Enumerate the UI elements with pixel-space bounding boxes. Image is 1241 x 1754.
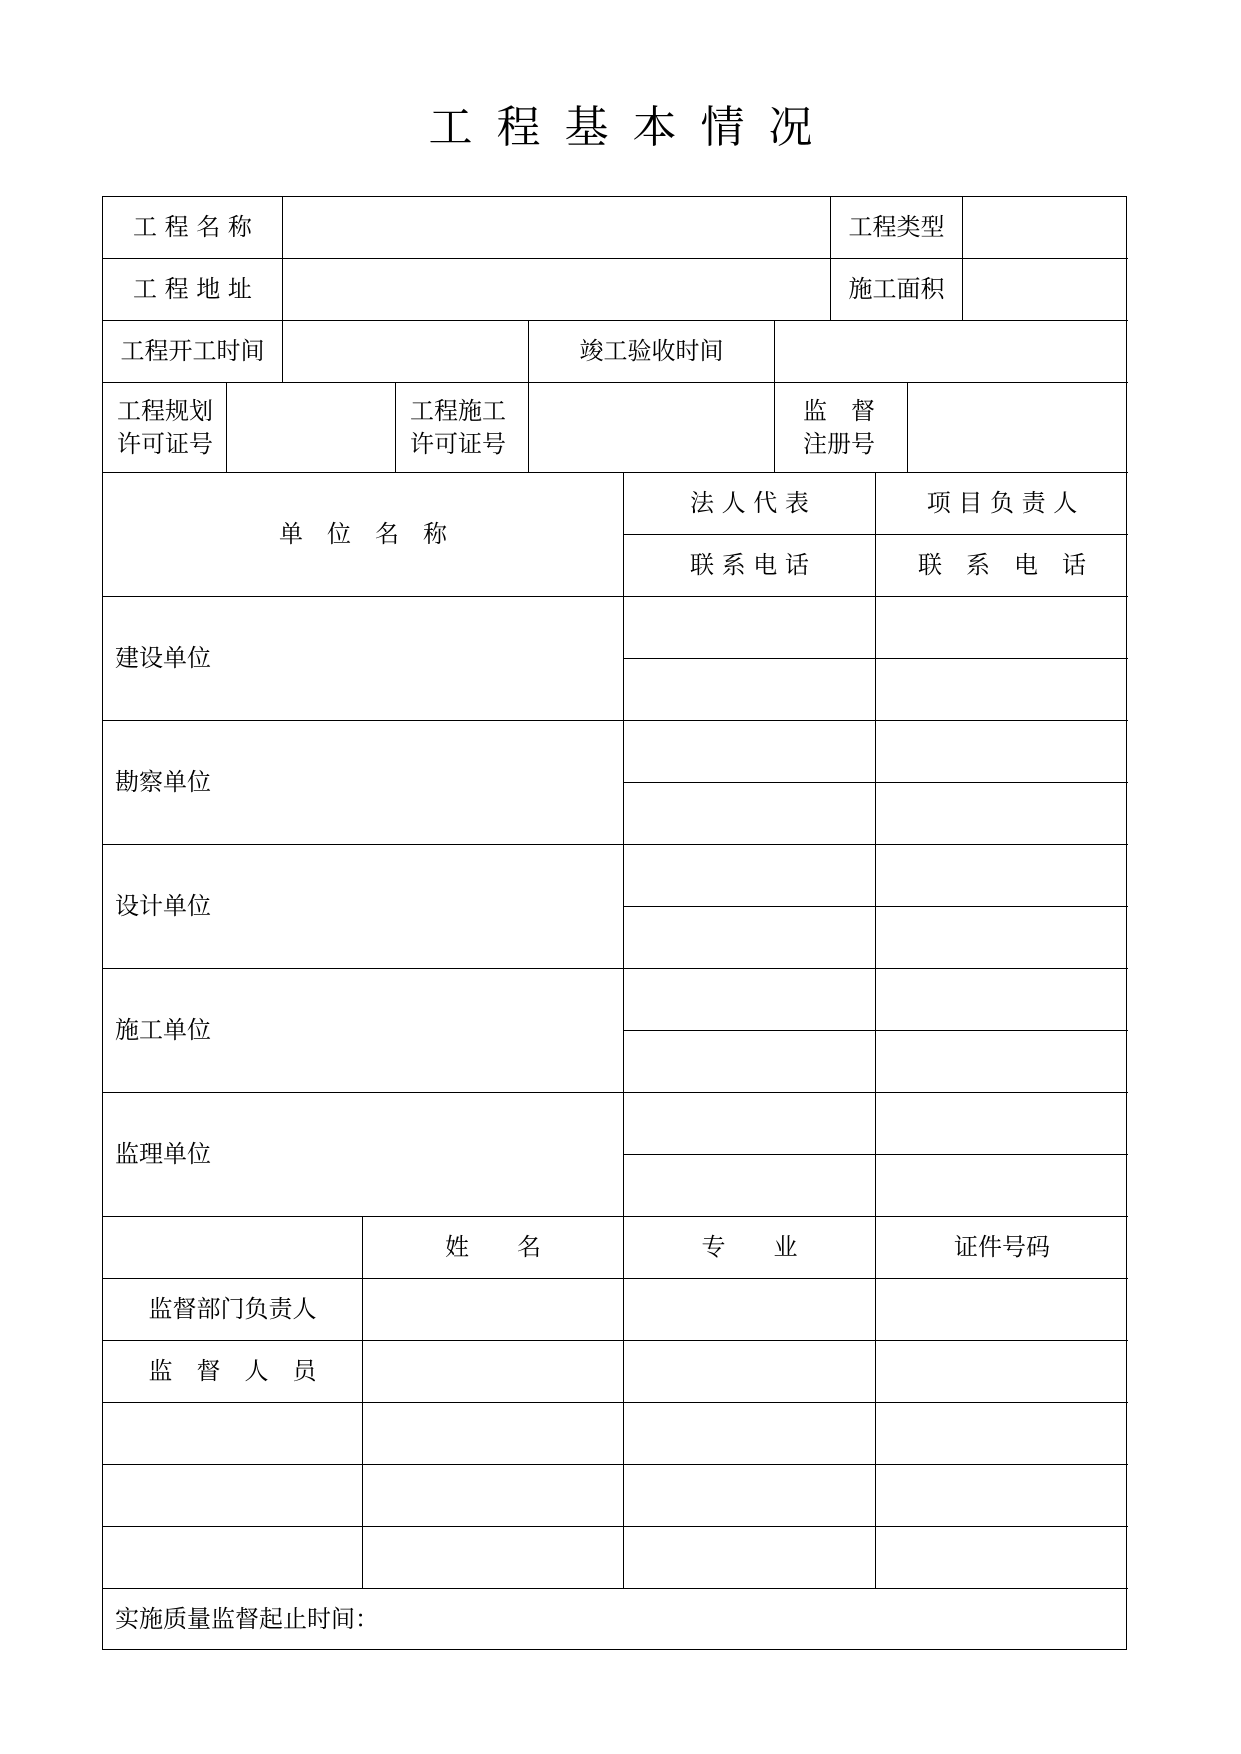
staff-name-field[interactable] <box>363 1279 624 1341</box>
page-title <box>0 98 1241 158</box>
project-manager-field[interactable] <box>876 1093 1128 1155</box>
project-address-field[interactable] <box>283 259 831 321</box>
staff-cert-field[interactable] <box>876 1527 1128 1589</box>
legal-representative-phone-field[interactable] <box>624 1155 876 1217</box>
project-manager-field[interactable] <box>876 845 1128 907</box>
staff-cert-field[interactable] <box>876 1465 1128 1527</box>
title-char: 本 <box>632 102 677 153</box>
project-manager-field[interactable] <box>876 969 1128 1031</box>
staff-name-field[interactable] <box>363 1341 624 1403</box>
legal-representative-field[interactable] <box>624 1093 876 1155</box>
staff-role-label: 监督部门负责人 <box>103 1279 363 1341</box>
legal-representative-phone-field[interactable] <box>624 659 876 721</box>
planning-permit-label-line2: 许可证号 <box>117 429 213 458</box>
project-type-label: 工程类型 <box>831 197 963 259</box>
staff-major-field[interactable] <box>624 1279 876 1341</box>
unit-label-contractor: 施工单位 <box>103 969 624 1093</box>
project-address-label: 工 程 地 址 <box>103 259 283 321</box>
planning-permit-label-line1: 工程规划 <box>117 396 213 425</box>
construction-permit-label-line2: 许可证号 <box>410 429 506 458</box>
legal-representative-field[interactable] <box>624 845 876 907</box>
contact-phone-header: 联 系 电 话 <box>624 535 876 597</box>
construction-permit-field[interactable] <box>529 383 775 473</box>
supervision-registration-label-line1: 监 督 <box>803 396 875 425</box>
title-char: 情 <box>700 102 745 153</box>
staff-major-header: 专 业 <box>624 1217 876 1279</box>
supervision-period-field[interactable] <box>103 1589 1128 1649</box>
legal-representative-phone-field[interactable] <box>624 783 876 845</box>
project-manager-field[interactable] <box>876 721 1128 783</box>
project-name-label: 工 程 名 称 <box>103 197 283 259</box>
planning-permit-label <box>103 383 227 473</box>
project-manager-phone-field[interactable] <box>876 907 1128 969</box>
project-manager-field[interactable] <box>876 597 1128 659</box>
start-time-label: 工程开工时间 <box>103 321 283 383</box>
unit-label-design: 设计单位 <box>103 845 624 969</box>
construction-area-field[interactable] <box>963 259 1128 321</box>
supervision-registration-field[interactable] <box>908 383 1128 473</box>
project-manager-phone-field[interactable] <box>876 1031 1128 1093</box>
planning-permit-field[interactable] <box>227 383 396 473</box>
staff-role-field[interactable] <box>103 1465 363 1527</box>
staff-major-field[interactable] <box>624 1341 876 1403</box>
staff-name-field[interactable] <box>363 1403 624 1465</box>
project-manager-phone-field[interactable] <box>876 783 1128 845</box>
legal-representative-field[interactable] <box>624 597 876 659</box>
staff-major-field[interactable] <box>624 1403 876 1465</box>
legal-representative-phone-field[interactable] <box>624 1031 876 1093</box>
staff-role-label: 监 督 人 员 <box>103 1341 363 1403</box>
project-manager-phone-field[interactable] <box>876 659 1128 721</box>
title-char: 工 <box>428 102 473 153</box>
legal-representative-field[interactable] <box>624 969 876 1031</box>
staff-cert-field[interactable] <box>876 1403 1128 1465</box>
legal-representative-phone-field[interactable] <box>624 907 876 969</box>
supervision-registration-label <box>775 383 908 473</box>
staff-cert-field[interactable] <box>876 1341 1128 1403</box>
staff-name-field[interactable] <box>363 1527 624 1589</box>
title-char: 基 <box>564 102 609 153</box>
acceptance-time-label: 竣工验收时间 <box>529 321 775 383</box>
staff-cert-header: 证件号码 <box>876 1217 1128 1279</box>
unit-label-survey: 勘察单位 <box>103 721 624 845</box>
staff-major-field[interactable] <box>624 1527 876 1589</box>
project-manager-phone-field[interactable] <box>876 1155 1128 1217</box>
title-char: 况 <box>768 102 813 153</box>
project-name-field[interactable] <box>283 197 831 259</box>
unit-label-supervisor: 监理单位 <box>103 1093 624 1217</box>
staff-role-field[interactable] <box>103 1527 363 1589</box>
staff-role-field[interactable] <box>103 1403 363 1465</box>
project-info-form <box>102 196 1127 1650</box>
staff-major-field[interactable] <box>624 1465 876 1527</box>
supervision-registration-label-line2: 注册号 <box>803 429 875 458</box>
title-char: 程 <box>496 102 541 153</box>
construction-permit-label-line1: 工程施工 <box>410 396 506 425</box>
construction-area-label: 施工面积 <box>831 259 963 321</box>
acceptance-time-field[interactable] <box>775 321 1128 383</box>
staff-name-header: 姓 名 <box>363 1217 624 1279</box>
start-time-field[interactable] <box>283 321 529 383</box>
supervision-period-label: 实施质量监督起止时间： <box>115 1604 379 1633</box>
staff-role-header <box>103 1217 363 1279</box>
unit-label-construction-owner: 建设单位 <box>103 597 624 721</box>
contact-phone-header: 联 系 电 话 <box>876 535 1128 597</box>
staff-cert-field[interactable] <box>876 1279 1128 1341</box>
legal-representative-header: 法 人 代 表 <box>624 473 876 535</box>
construction-permit-label <box>396 383 529 473</box>
staff-name-field[interactable] <box>363 1465 624 1527</box>
unit-name-header: 单 位 名 称 <box>103 473 624 597</box>
project-manager-header: 项 目 负 责 人 <box>876 473 1128 535</box>
project-type-field[interactable] <box>963 197 1128 259</box>
legal-representative-field[interactable] <box>624 721 876 783</box>
